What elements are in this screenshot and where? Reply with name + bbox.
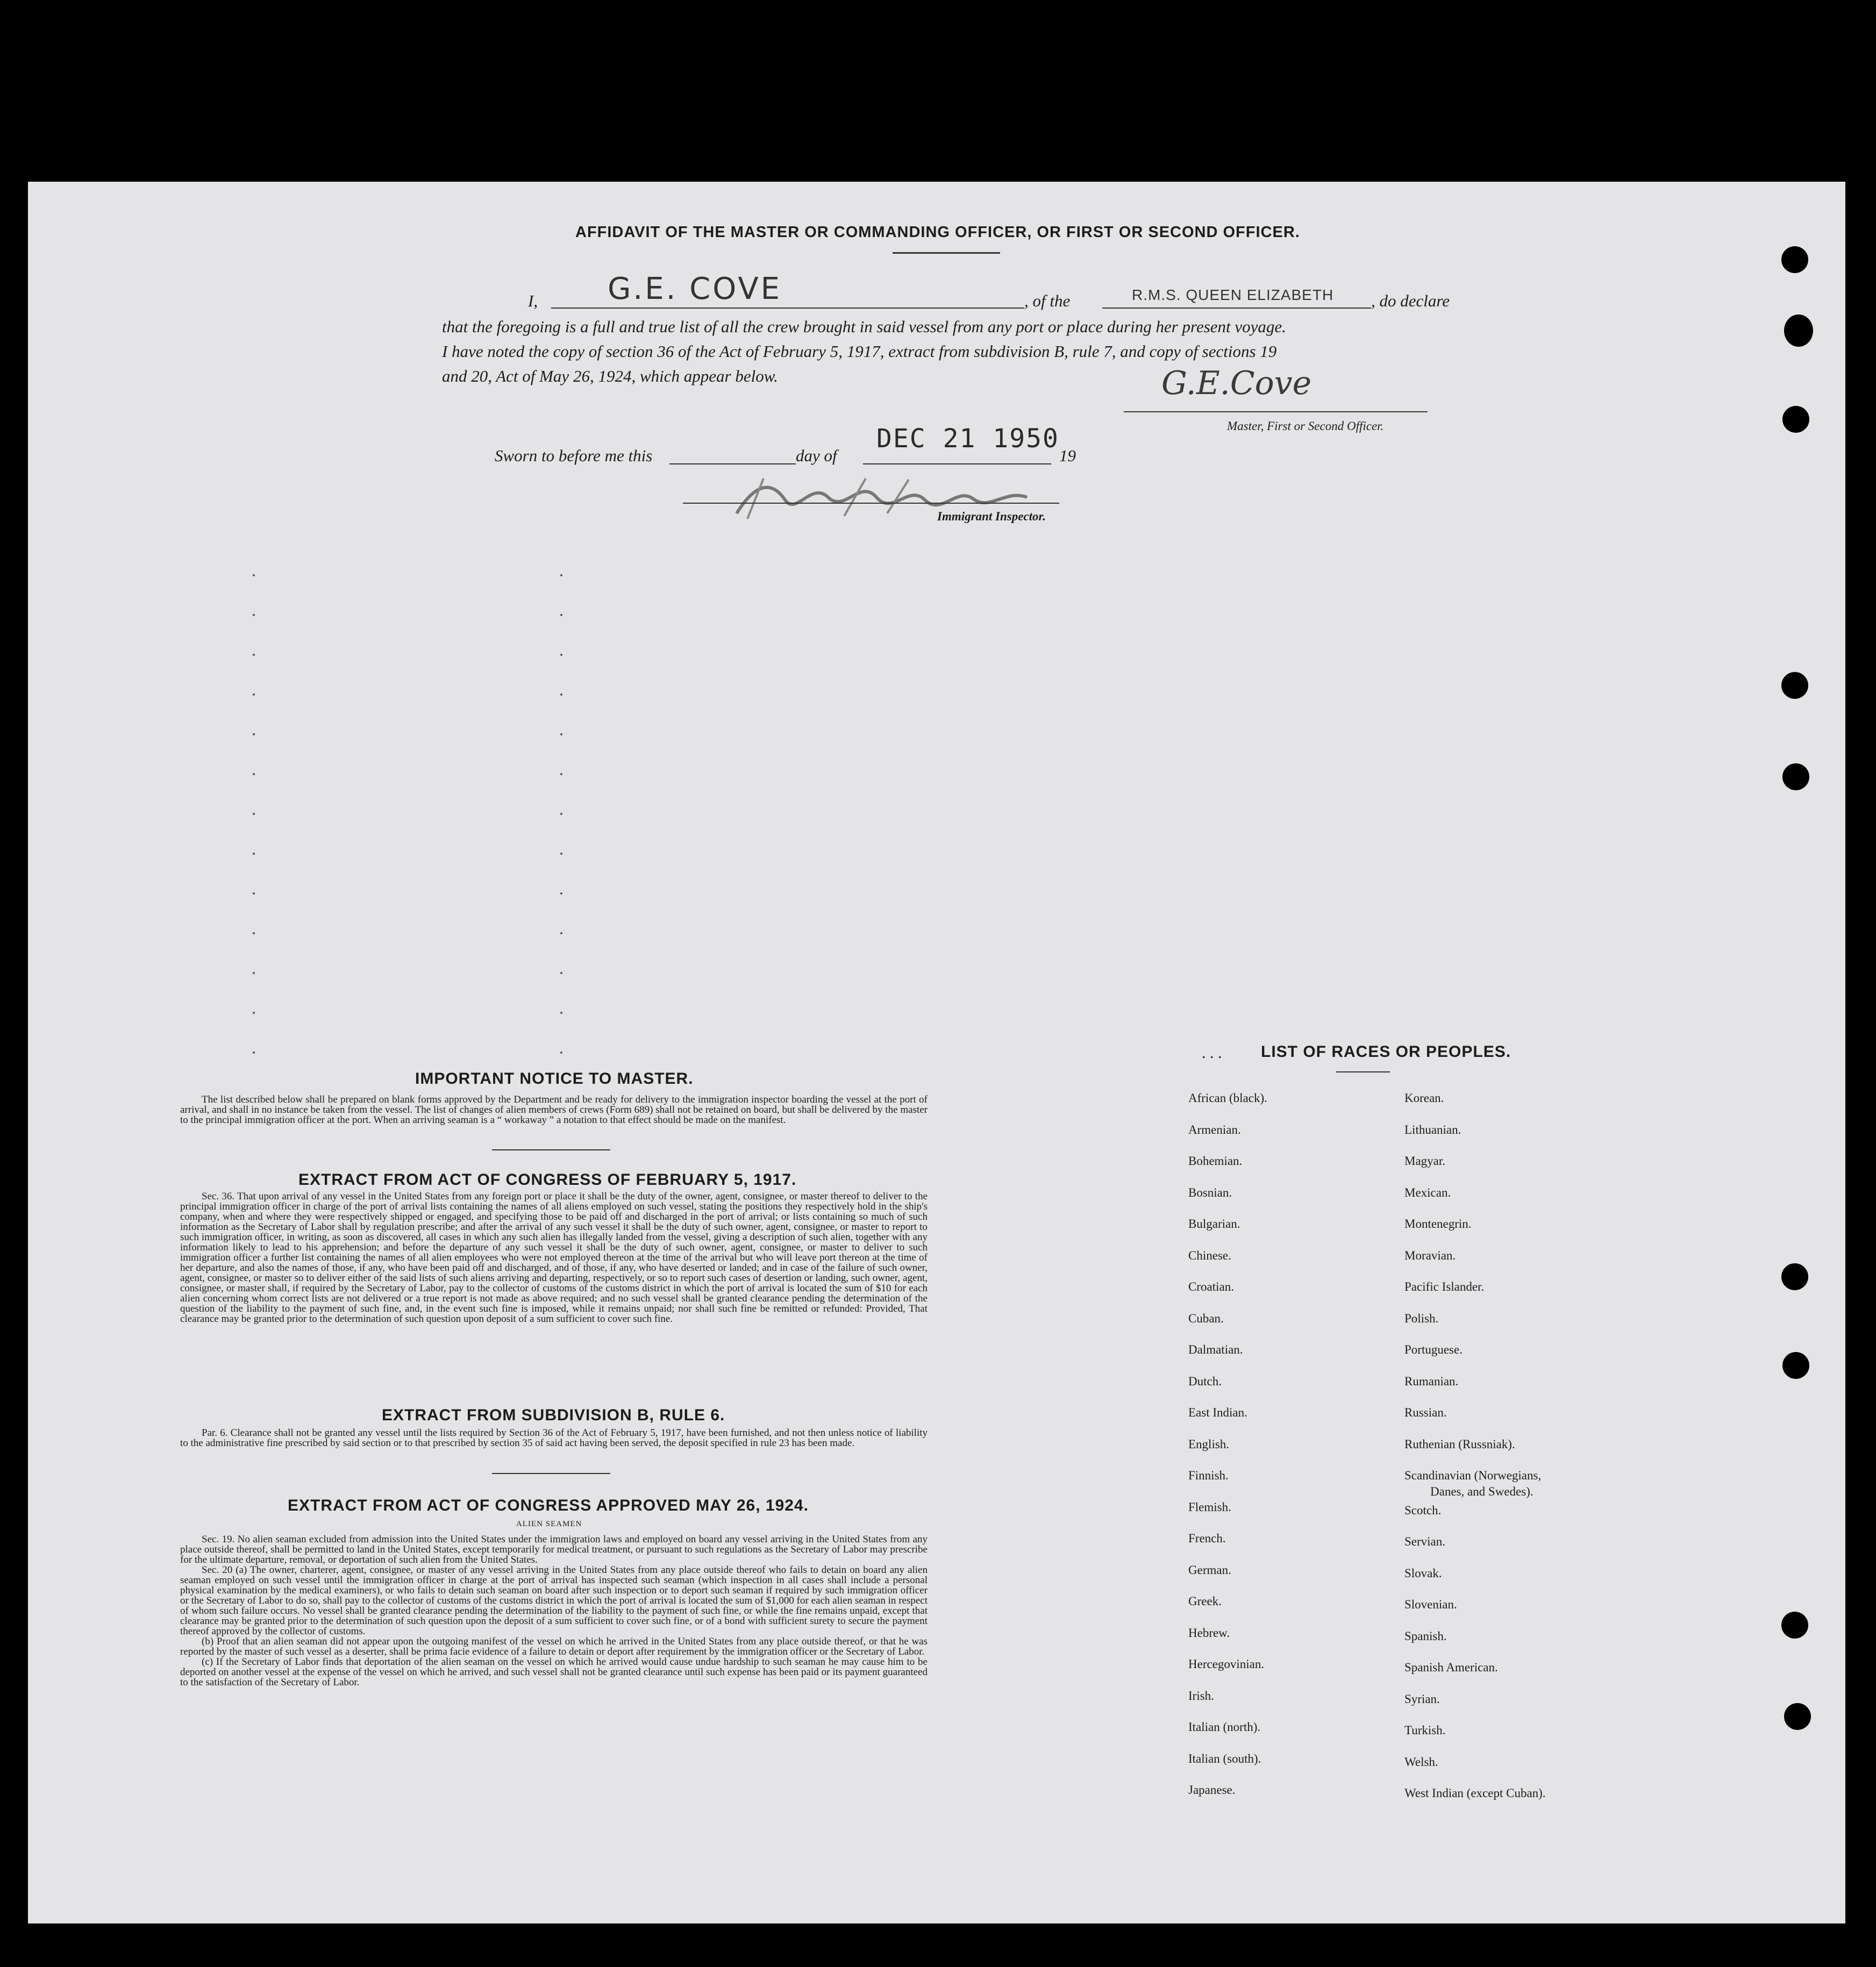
signature-line xyxy=(1124,411,1428,412)
ledger-dot xyxy=(253,1012,255,1014)
race-item: Dalmatian. xyxy=(1188,1343,1243,1356)
race-item: Italian (north). xyxy=(1188,1720,1261,1734)
race-item: Mexican. xyxy=(1404,1185,1451,1199)
race-item: Korean. xyxy=(1404,1091,1444,1105)
ledger-dot xyxy=(560,1052,562,1054)
notice-paragraph: The list described below shall be prepared on blank forms approved by the Department and be ready for delivery to the immigration inspector boarding the vessel at the port of arrival, and shall in no instance be taken from the vessel. The list of changes of alien members of crews (Form 689) shall not be retained on board, but shall be delivered by the master to the principal immigration officer at the port. When an arriving seaman is a “ workaway ” a notation to that effect should be made on the manifest. xyxy=(180,1094,928,1126)
punch-hole xyxy=(1784,314,1813,347)
race-item: Moravian. xyxy=(1404,1248,1456,1262)
ledger-dot xyxy=(560,773,562,775)
extract3-subtitle: ALIEN SEAMEN xyxy=(516,1520,582,1528)
notice-title: IMPORTANT NOTICE TO MASTER. xyxy=(415,1070,694,1088)
divider xyxy=(492,1149,610,1150)
race-item: German. xyxy=(1188,1563,1231,1577)
punch-hole xyxy=(1781,1612,1808,1639)
race-item: West Indian (except Cuban). xyxy=(1404,1786,1546,1800)
race-item: Bohemian. xyxy=(1188,1154,1243,1168)
race-item: Armenian. xyxy=(1188,1122,1241,1136)
extract3-paragraph: Sec. 19. No alien seaman excluded from admission into the United States under the immigration laws and employed on board any vessel arriving in the United States from any place outside thereof, shall be permitted to land in the United States, except temporarily for medical treatment, or pursuant to such regulations as the Secretary of Labor may prescribe for the ultimate departure, removal, or deportation of such alien from the United States. xyxy=(180,1534,928,1565)
extract1-body xyxy=(180,1191,928,1324)
ledger-dot xyxy=(560,813,562,815)
race-item: Bulgarian. xyxy=(1188,1217,1240,1231)
race-item: Danes, and Swedes). xyxy=(1430,1485,1533,1498)
race-item: Welsh. xyxy=(1404,1755,1438,1769)
affidavit-line-4: and 20, Act of May 26, 1924, which appear below. xyxy=(442,367,778,385)
extract1-title: EXTRACT FROM ACT OF CONGRESS OF FEBRUARY 5, 1917. xyxy=(298,1171,797,1189)
race-item: Spanish. xyxy=(1404,1629,1447,1643)
race-item: Irish. xyxy=(1188,1689,1214,1703)
race-item: Rumanian. xyxy=(1404,1374,1459,1388)
inspector-line xyxy=(683,503,1059,504)
race-item: French. xyxy=(1188,1532,1226,1545)
extract3-paragraph: Sec. 20 (a) The owner, charterer, agent, consignee, or master of any vessel arriving in the United States from any place outside thereof who fails to detain on board any alien seaman employed on such vessel until the immigration officer in charge at the port of arrival has inspected such seaman (which inspection in all cases shall include a personal physical examination by the medical examiners), or who fails to detain such seaman on board after such inspection or to deport such seaman if required by such immigration officer or the Secretary of Labor to do so, shall pay to the collector of customs of the customs district in which the port of arrival is located the sum of $1,000 for each alien seaman in respect of whom such failure occurs. No vessel shall be granted clearance pending the determination of the liability to the payment of such fine, or while the fine remains unpaid, except that clearance may be granted prior to the determination of such question upon the deposit of a sum sufficient to cover such fine, or of a bond with sufficient surety to secure the payment thereof approved by the collector of customs. xyxy=(180,1564,928,1637)
race-item: Lithuanian. xyxy=(1404,1122,1461,1136)
ledger-dot xyxy=(560,693,562,696)
master-signature: G.E.Cove xyxy=(1161,364,1312,402)
race-item: Montenegrin. xyxy=(1404,1217,1472,1231)
ledger-dot xyxy=(560,853,562,855)
affidavit-prefix: I, xyxy=(528,291,538,310)
extract2-body xyxy=(180,1428,928,1448)
sworn-prefix: Sworn to before me this xyxy=(495,446,653,465)
ledger-dot xyxy=(560,972,562,974)
race-item: Greek. xyxy=(1188,1594,1222,1608)
ledger-dot xyxy=(253,813,255,815)
race-item: African (black). xyxy=(1188,1091,1267,1105)
race-item: Bosnian. xyxy=(1188,1185,1232,1199)
ledger-dot xyxy=(253,574,255,576)
punch-hole xyxy=(1782,1352,1809,1379)
extract3-title: EXTRACT FROM ACT OF CONGRESS APPROVED MAY 26, 1924. xyxy=(288,1497,809,1514)
race-item: Pacific Islander. xyxy=(1404,1280,1485,1293)
ledger-dot xyxy=(560,654,562,656)
race-item: Dutch. xyxy=(1188,1374,1222,1388)
vessel-underline xyxy=(1102,307,1371,309)
race-item: Croatian. xyxy=(1188,1280,1234,1293)
race-item: Italian (south). xyxy=(1188,1751,1261,1765)
punch-hole xyxy=(1782,406,1809,433)
ledger-dot xyxy=(253,654,255,656)
races-title: LIST OF RACES OR PEOPLES. xyxy=(1261,1043,1511,1061)
ledger-dot xyxy=(253,853,255,855)
punch-hole xyxy=(1782,763,1809,790)
affidavit-title: AFFIDAVIT OF THE MASTER OR COMMANDING OFFICER, OR FIRST OR SECOND OFFICER. xyxy=(575,224,1300,241)
officer-name: G.E. COVE xyxy=(608,271,782,306)
race-item: Chinese. xyxy=(1188,1248,1231,1262)
race-item: Russian. xyxy=(1404,1406,1447,1419)
race-item: Syrian. xyxy=(1404,1692,1440,1706)
race-item: Polish. xyxy=(1404,1311,1439,1325)
ledger-dot xyxy=(253,773,255,775)
ledger-dot xyxy=(560,932,562,934)
ledger-dot xyxy=(560,892,562,895)
affidavit-suffix: , do declare xyxy=(1371,291,1450,310)
extract2-paragraph: Par. 6. Clearance shall not be granted any vessel until the lists required by Section 36 of the Act of February 5, 1917, have been furnished, and not then unless notice of liability to the administrative fine prescribed by said section or to that prescribed by section 35 of said act having been served, the deposit specified in rule 23 has been made. xyxy=(180,1427,928,1449)
ledger-dot xyxy=(253,972,255,974)
extract3-body xyxy=(180,1534,928,1687)
race-item: English. xyxy=(1188,1437,1230,1451)
race-item: Japanese. xyxy=(1188,1783,1236,1797)
ledger-dot xyxy=(253,1052,255,1054)
ledger-dot xyxy=(560,1012,562,1014)
race-item: Scotch. xyxy=(1404,1503,1442,1517)
sworn-year: 19 xyxy=(1059,446,1076,465)
race-item: Flemish. xyxy=(1188,1500,1231,1514)
punch-hole xyxy=(1784,1703,1811,1730)
notice-body xyxy=(180,1095,928,1125)
ledger-dot xyxy=(560,733,562,735)
races-title-prefix: . . . xyxy=(1202,1044,1222,1062)
divider xyxy=(1336,1071,1390,1072)
month-underline xyxy=(863,463,1051,464)
race-item: East Indian. xyxy=(1188,1406,1247,1419)
race-item: Magyar. xyxy=(1404,1154,1446,1168)
extract1-paragraph: Sec. 36. That upon arrival of any vessel in the United States from any foreign port or place it shall be the duty of the owner, agent, consignee, or master thereof to deliver to the principal immigration officer in charge of the port of arrival lists containing the names of all aliens employed on such vessel, stating the positions they respectively hold in the ship's company, when and where they were respectively shipped or engaged, and specifying those to be paid off and discharged in the port of arrival; or lists containing so much of such information as the Secretary of Labor shall by regulation prescribe; and after the arrival of any such vessel it shall be the duty of such owner, agent, consignee, or master to report to such immigration officer, in writing, as soon as discovered, all cases in which any such alien has illegally landed from the vessel, giving a description of such alien, together with any information likely to lead to his apprehension; and before the departure of any such vessel it shall be the duty of such owner, agent, consignee, or master to deliver to such immigration officer a further list containing the names of all alien employees who were not employed thereon at the time of the arrival but who will leave port thereon at the time of her departure, and also the names of those, if any, who have been paid off and discharged, and of those, if any, who have deserted or landed; and in case of the failure of such owner, agent, consignee, or master so to deliver either of the said lists of such aliens arriving and departing, respectively, or so to report such cases of desertion or landing, such owner, agent, consignee, or master shall, if required by the Secretary of Labor, pay to the collector of customs of the customs district in which the port of arrival is located the sum of $10 for each alien concerning whom correct lists are not delivered or a true report is not made as above required; and no such vessel shall be granted clearance pending the determination of the question of the liability to the payment of such fine, and, in the event such fine is imposed, while it remains unpaid; nor shall such fine be remitted or refunded: Provided, That clearance may be granted prior to the determination of such question upon deposit of a sum sufficient to cover such fine. xyxy=(180,1191,928,1325)
vessel-name: R.M.S. QUEEN ELIZABETH xyxy=(1132,287,1334,303)
signature-caption: Master, First or Second Officer. xyxy=(1227,419,1384,433)
race-item: Scandinavian (Norwegians, xyxy=(1404,1469,1542,1482)
ledger-dot xyxy=(253,693,255,696)
ledger-dot xyxy=(560,614,562,616)
race-item: Slovak. xyxy=(1404,1566,1442,1580)
race-item: Hebrew. xyxy=(1188,1626,1230,1640)
ledger-dot xyxy=(560,574,562,576)
sworn-day: day of xyxy=(796,446,837,465)
extract3-paragraph: (c) If the Secretary of Labor finds that deportation of the alien seaman on the vessel on which he arrived would cause undue hardship to such seaman he may cause him to be deported on another vessel at the expense of the vessel on which he arrived, and such vessel shall not be granted clearance until such expense has been paid or its payment guaranteed to the satisfaction of the Secretary of Labor. xyxy=(180,1656,928,1688)
ledger-dot xyxy=(253,614,255,616)
race-item: Finnish. xyxy=(1188,1469,1229,1482)
affidavit-mid: , of the xyxy=(1024,291,1071,310)
ledger-dot xyxy=(253,892,255,895)
race-item: Slovenian. xyxy=(1404,1598,1457,1611)
ledger-dot xyxy=(253,932,255,934)
punch-hole xyxy=(1781,1263,1808,1290)
punch-hole xyxy=(1781,672,1808,699)
extract3-paragraph: (b) Proof that an alien seaman did not appear upon the outgoing manifest of the vessel on which he arrived in the United States from any place outside thereof, or that he was reported by the master of such vessel as a deserter, shall be prima facie evidence of a failure to detain or deport after requirement by the immigration officer or the Secretary of Labor. xyxy=(180,1636,928,1657)
race-item: Servian. xyxy=(1404,1535,1446,1548)
extract2-title: EXTRACT FROM SUBDIVISION B, RULE 6. xyxy=(382,1406,725,1424)
punch-hole xyxy=(1781,246,1808,273)
race-item: Hercegovinian. xyxy=(1188,1657,1265,1671)
affidavit-line-2: that the foregoing is a full and true list of all the crew brought in said vessel from any port or place during her present voyage. xyxy=(442,317,1286,336)
race-item: Turkish. xyxy=(1404,1723,1446,1737)
affidavit-line-3: I have noted the copy of section 36 of the Act of February 5, 1917, extract from subdivision B, rule 7, and copy of sections 19 xyxy=(442,342,1277,361)
race-item: Cuban. xyxy=(1188,1311,1224,1325)
race-item: Spanish American. xyxy=(1404,1661,1498,1674)
date-stamp: DEC 21 1950 xyxy=(876,424,1059,454)
ledger-dot xyxy=(253,733,255,735)
name-underline xyxy=(551,307,1024,309)
race-item: Ruthenian (Russniak). xyxy=(1404,1437,1515,1451)
divider xyxy=(492,1473,610,1474)
inspector-caption: Immigrant Inspector. xyxy=(937,510,1046,523)
divider xyxy=(893,252,1000,254)
day-underline xyxy=(669,463,796,464)
race-item: Portuguese. xyxy=(1404,1343,1463,1356)
